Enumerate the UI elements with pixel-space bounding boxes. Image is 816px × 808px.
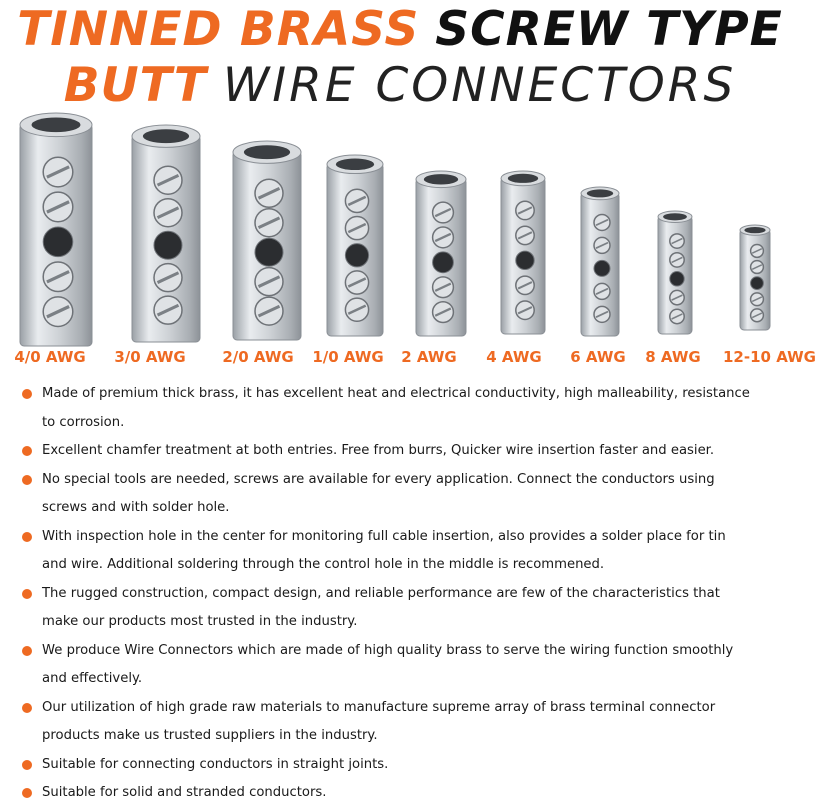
- wire-entry-hole: [508, 174, 538, 183]
- wire-entry-hole: [587, 189, 613, 197]
- feature-text: Our utilization of high grade raw materials to manufacture supreme array of brass terminal connector: [42, 699, 716, 715]
- butt-connector-icon: [657, 210, 693, 336]
- feature-text: We produce Wire Connectors which are made of high quality brass to serve the wiring function smoothly: [42, 642, 734, 658]
- feature-text: No special tools are needed, screws are available for every application. Connect the conductors using: [42, 471, 715, 487]
- bullet-icon: [22, 446, 32, 456]
- feature-item: [22, 380, 792, 437]
- wire-entry-hole: [336, 159, 374, 171]
- feature-item: [22, 523, 792, 580]
- feature-item: [22, 751, 792, 780]
- inspection-hole: [751, 277, 764, 290]
- wire-entry-hole: [663, 213, 687, 220]
- wire-entry-hole: [244, 145, 290, 159]
- feature-item: [22, 580, 792, 637]
- inspection-hole: [255, 238, 283, 266]
- feature-text: Suitable for solid and stranded conductors.: [42, 785, 327, 800]
- feature-item: [22, 637, 792, 694]
- inspection-hole: [345, 244, 368, 267]
- bullet-icon: [22, 475, 32, 485]
- feature-text: Made of premium thick brass, it has excellent heat and electrical conductivity, high malleability, resistance: [42, 386, 750, 401]
- bullet-icon: [22, 703, 32, 713]
- inspection-hole: [594, 260, 610, 276]
- feature-text-continued: to corrosion.: [42, 414, 125, 430]
- feature-text-continued: screws and with solder hole.: [42, 500, 230, 515]
- butt-connector-icon: [580, 186, 620, 338]
- title-subtitle: WIRE CONNECTORS: [222, 58, 737, 113]
- title-main: SCREW TYPE: [435, 2, 783, 57]
- wire-entry-hole: [744, 227, 765, 233]
- feature-item: [22, 779, 792, 808]
- connector-size-label: 3/0 AWG: [114, 348, 186, 366]
- title-highlight-2: BUTT: [63, 58, 207, 113]
- connector-lineup: [0, 112, 800, 352]
- wire-entry-hole: [143, 129, 189, 143]
- feature-item: [22, 694, 792, 751]
- inspection-hole: [670, 272, 684, 286]
- feature-text: Excellent chamfer treatment at both entries. Free from burrs, Quicker wire insertion faster and easier.: [42, 443, 715, 458]
- feature-item: [22, 466, 792, 523]
- feature-text-continued: and wire. Additional soldering through the control hole in the middle is recommened.: [42, 557, 605, 572]
- butt-connector-icon: [131, 124, 201, 344]
- connector-size-label: 4 AWG: [486, 348, 542, 366]
- inspection-hole: [154, 231, 182, 259]
- butt-connector-icon: [415, 170, 467, 338]
- feature-text-continued: make our products most trusted in the industry.: [42, 614, 358, 629]
- bullet-icon: [22, 532, 32, 542]
- title-highlight: TINNED BRASS: [17, 2, 420, 57]
- wire-entry-hole: [424, 174, 458, 184]
- connector-size-label: 6 AWG: [570, 348, 626, 366]
- feature-list: [22, 380, 792, 808]
- butt-connector-icon: [232, 140, 302, 342]
- title-line-1: [0, 2, 800, 58]
- connector-size-label: 2 AWG: [401, 348, 457, 366]
- connector-size-label: 4/0 AWG: [14, 348, 86, 366]
- butt-connector-icon: [326, 154, 384, 338]
- feature-text-continued: products make us trusted suppliers in the industry.: [42, 728, 378, 743]
- butt-connector-icon: [739, 224, 771, 332]
- title-line-2: [0, 58, 800, 114]
- connector-size-label: 12-10 AWG: [723, 348, 816, 366]
- feature-text-continued: and effectively.: [42, 671, 143, 686]
- bullet-icon: [22, 646, 32, 656]
- butt-connector-icon: [500, 170, 546, 336]
- bullet-icon: [22, 760, 32, 770]
- connector-size-label: 1/0 AWG: [312, 348, 384, 366]
- inspection-hole: [433, 252, 454, 273]
- feature-text: Suitable for connecting conductors in straight joints.: [42, 756, 389, 772]
- connector-size-label: 8 AWG: [645, 348, 701, 366]
- bullet-icon: [22, 389, 32, 399]
- inspection-hole: [516, 251, 534, 269]
- bullet-icon: [22, 788, 32, 798]
- butt-connector-icon: [19, 112, 93, 348]
- connector-size-label: 2/0 AWG: [222, 348, 294, 366]
- wire-entry-hole: [32, 117, 81, 132]
- feature-text: With inspection hole in the center for monitoring full cable insertion, also provides a solder place for tin: [42, 528, 726, 544]
- inspection-hole: [43, 227, 73, 257]
- bullet-icon: [22, 589, 32, 599]
- feature-text: The rugged construction, compact design, and reliable performance are few of the characteristics that: [42, 585, 720, 601]
- feature-item: [22, 437, 792, 466]
